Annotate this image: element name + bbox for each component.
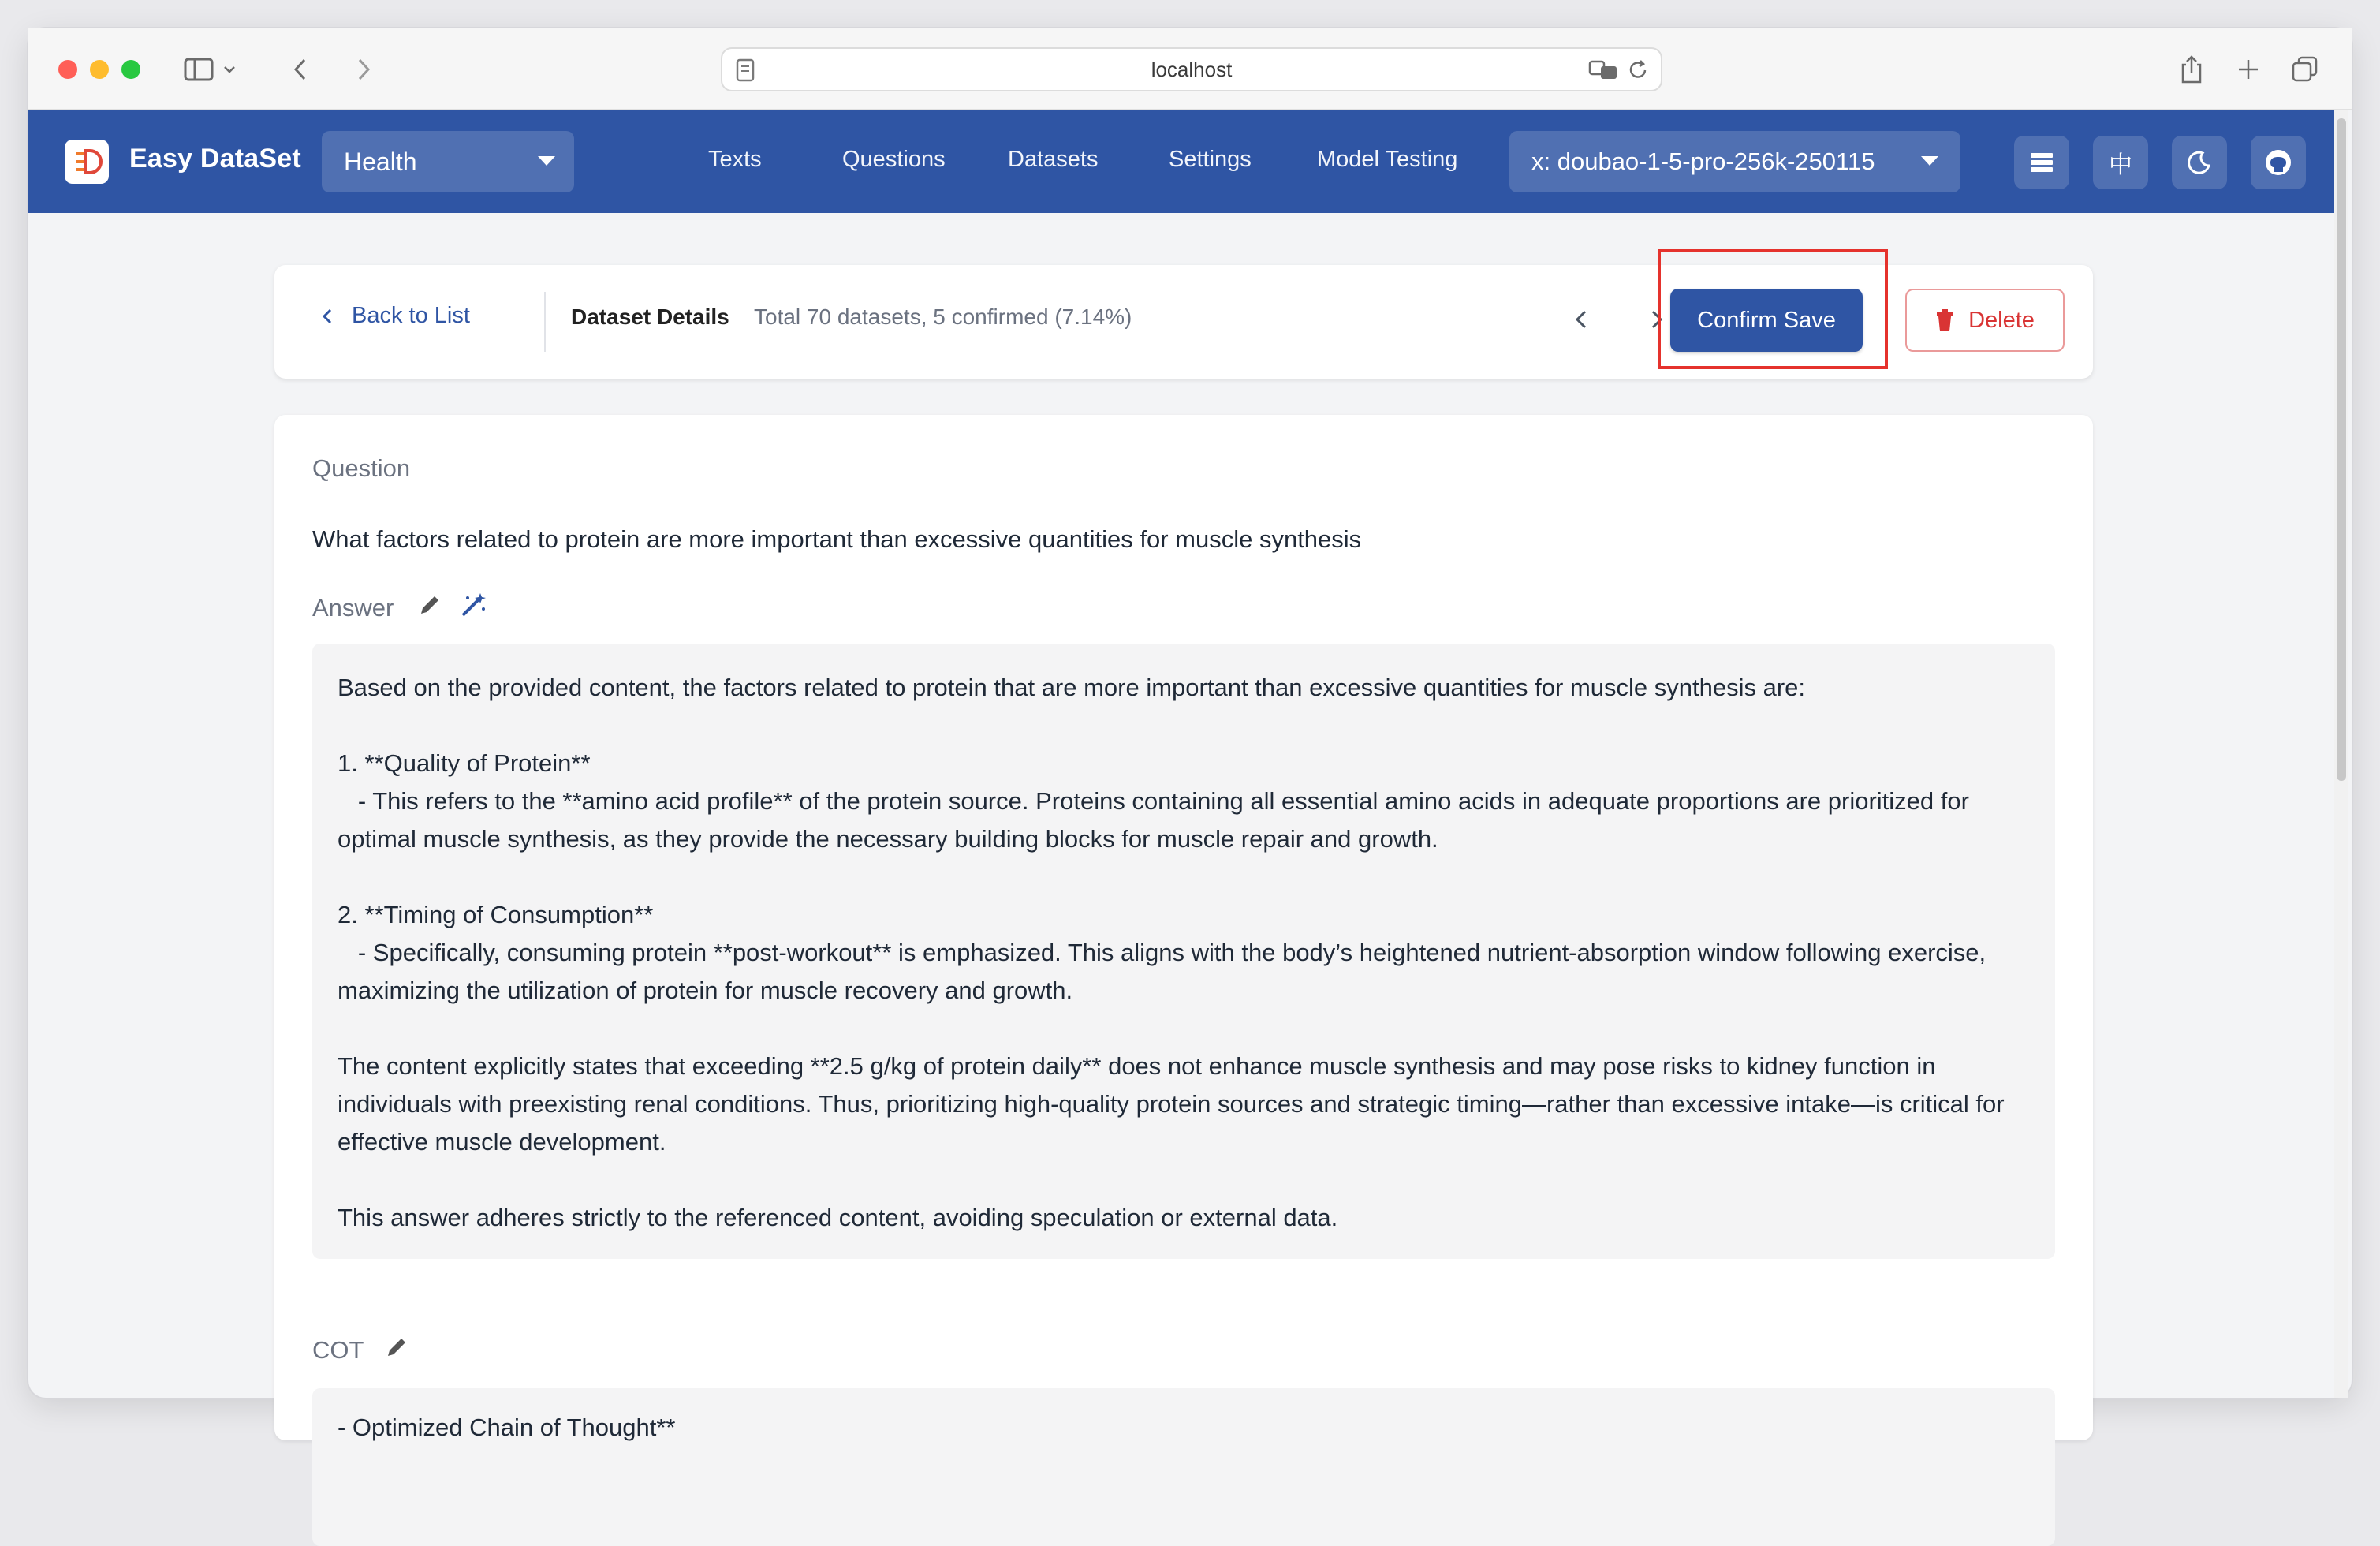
toolbar-divider <box>544 292 546 352</box>
sidebar-toggle-icon[interactable] <box>178 49 241 90</box>
browser-toolbar <box>28 28 2352 110</box>
scrollbar-thumb[interactable] <box>2337 118 2346 781</box>
browser-window <box>28 28 2352 1441</box>
detail-toolbar <box>274 265 2093 379</box>
page-title: Dataset Details <box>571 304 729 329</box>
edit-cot-icon[interactable] <box>384 1335 409 1366</box>
forward-arrow-icon[interactable] <box>344 49 383 90</box>
cot-label <box>312 1335 409 1366</box>
chevron-left-icon <box>322 308 333 325</box>
previous-dataset-button[interactable] <box>1561 300 1601 339</box>
chevron-down-icon <box>538 156 555 166</box>
share-icon[interactable] <box>2172 49 2211 90</box>
trash-icon <box>1935 308 1954 332</box>
ai-optimize-icon[interactable] <box>458 590 488 626</box>
chevron-left-icon <box>1575 309 1587 330</box>
answer-label <box>312 590 488 626</box>
easy-dataset-logo <box>65 140 109 184</box>
model-select[interactable] <box>1509 131 1960 192</box>
address-bar[interactable] <box>721 47 1662 91</box>
close-window-button[interactable] <box>58 60 77 79</box>
dark-mode-icon[interactable] <box>2172 136 2227 189</box>
question-text: What factors related to protein are more important than excessive quantities for muscle synthesis <box>312 525 1362 553</box>
brand-name: Easy DataSet <box>129 144 301 174</box>
tab-overview-icon[interactable] <box>2285 49 2325 90</box>
confirm-save-button[interactable]: Confirm Save <box>1670 289 1863 352</box>
language-label: 中 <box>2109 152 2132 178</box>
nav-questions[interactable]: Questions <box>842 147 946 172</box>
delete-label: Delete <box>1968 307 2035 333</box>
model-select-value: x: doubao-1-5-pro-256k-250115 <box>1531 148 1875 175</box>
new-tab-icon[interactable] <box>2229 49 2268 90</box>
github-icon[interactable] <box>2251 136 2306 189</box>
dataset-stats: Total 70 datasets, 5 confirmed (7.14%) <box>754 304 1132 329</box>
answer-text: Based on the provided content, the factors related to protein that are more important than excessive quantities for muscle synthesis are: 1. **Quality of Protein** - This refers to the **amino acid profile** of the protein source. Proteins containing all essential amino acids in adequate proportions are prioritized for optimal muscle synthesis, as they provide the necessary building blocks for muscle repair and growth. 2. **Timing of Consumption** - Specifically, consuming protein **post-workout** is emphasized. This aligns with the body’s heightened nutrient-absorption window following exercise, maximizing the utilization of protein for muscle recovery and growth. The content explicitly states that exceeding **2.5 g/kg of protein daily** does not enhance muscle synthesis and may pose risks to kidney function in individuals with preexisting renal conditions. Thus, prioritizing high-quality protein sources and strategic timing—rather than excessive intake—is critical for effective muscle development. This answer adheres strictly to the referenced content, avoiding speculation or external data. <box>312 644 2055 1259</box>
url-text: localhost <box>1151 57 1233 81</box>
question-label <box>312 454 410 483</box>
app-header <box>28 110 2339 213</box>
page-scrollbar[interactable] <box>2334 110 2348 1398</box>
page-icon <box>735 58 755 88</box>
cot-label-text: COT <box>312 1336 364 1364</box>
language-toggle-button[interactable] <box>2093 136 2148 189</box>
back-to-list-label: Back to List <box>352 303 470 328</box>
chevron-down-icon <box>1921 156 1938 166</box>
question-label-text: Question <box>312 454 411 482</box>
minimize-window-button[interactable] <box>90 60 109 79</box>
nav-settings[interactable]: Settings <box>1169 147 1252 172</box>
cot-text: - Optimized Chain of Thought** <box>312 1388 2055 1546</box>
back-to-list-link[interactable] <box>322 303 470 329</box>
maximize-window-button[interactable] <box>121 60 140 79</box>
project-select-value: Health <box>344 147 417 176</box>
back-arrow-icon[interactable] <box>281 49 320 90</box>
nav-texts[interactable]: Texts <box>708 147 762 172</box>
edit-answer-icon[interactable] <box>417 592 442 624</box>
answer-label-text: Answer <box>312 594 394 622</box>
translate-icon[interactable] <box>1588 58 1620 88</box>
dataset-content-card <box>274 415 2093 1440</box>
list-view-icon[interactable] <box>2014 136 2069 189</box>
project-select[interactable] <box>322 131 574 192</box>
delete-button[interactable] <box>1905 289 2065 352</box>
nav-datasets[interactable]: Datasets <box>1008 147 1099 172</box>
nav-model-testing[interactable]: Model Testing <box>1317 147 1458 172</box>
reload-icon[interactable] <box>1626 58 1650 88</box>
